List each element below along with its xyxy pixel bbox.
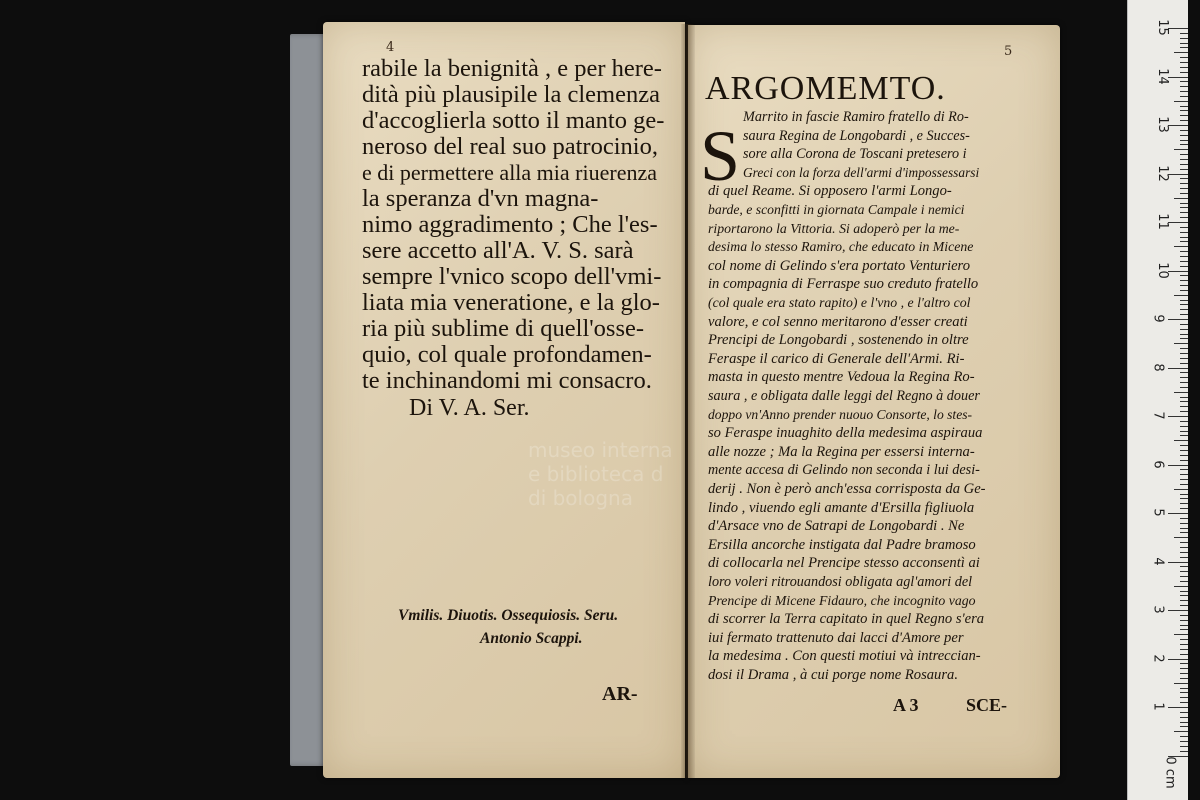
ruler-tick [1180,212,1188,213]
ruler-tick [1180,338,1188,339]
ruler-tick [1180,334,1188,335]
ruler-tick [1180,57,1188,58]
ruler-tick [1180,503,1188,504]
ruler-number: 15 [1154,19,1170,36]
ruler-tick [1168,174,1188,175]
text-line: Ersilla ancorche instigata dal Padre bramoso [708,536,976,553]
ruler-tick [1180,159,1188,160]
ruler-tick [1174,440,1188,441]
ruler-tick [1180,300,1188,301]
ruler-tick [1168,416,1188,417]
ruler-tick [1180,397,1188,398]
watermark-line: di bologna [528,486,633,510]
ruler-tick [1180,736,1188,737]
ruler-tick [1180,532,1188,533]
text-line: doppo vn'Anno prender nuouo Consorte, lo stes- [708,406,973,422]
text-line: la medesima . Con questi motiui và intreccian- [708,648,981,665]
ruler-tick [1180,498,1188,499]
ruler-tick [1174,198,1188,199]
ruler-number: 9 [1150,314,1166,323]
watermark [528,438,673,510]
text-line: derij . Non è però anch'essa corrisposta da Ge- [708,481,986,497]
ruler-unit-label: 0 cm [1162,756,1178,789]
ruler-tick [1180,702,1188,703]
ruler-tick [1180,106,1188,107]
text-line: in compagnia di Ferraspe suo creduto fratello [708,276,979,293]
ruler-tick [1180,401,1188,402]
ruler-tick [1180,751,1188,752]
text-line: di collocarla nel Prencipe stesso acconsentì ai [708,555,980,572]
text-line: quio, col quale profondamen- [362,341,652,368]
ruler-number: 10 [1154,261,1170,279]
drop-cap: S [700,116,741,196]
right-page-number: 5 [1004,44,1013,59]
ruler-tick [1180,140,1188,141]
ruler-tick [1180,673,1188,674]
watermark-line: museo interna [528,438,673,462]
text-line: sere accetto all'A. V. S. sarà [362,237,634,264]
ruler-tick [1180,387,1188,388]
ruler-tick [1180,668,1188,669]
ruler-tick [1180,96,1188,97]
ruler-tick [1180,435,1188,436]
ruler-tick [1180,382,1188,383]
ruler-tick [1180,595,1188,596]
ruler-tick [1180,620,1188,621]
ruler-tick [1180,33,1188,34]
ruler-tick [1180,484,1188,485]
ruler-tick [1180,571,1188,572]
text-line: dosi il Drama , à cui porge nome Rosaura. [708,667,958,683]
text-line: so Feraspe inuaghito della medesima aspiraua [708,425,983,442]
text-line: dità più plausipile la clemenza [362,81,660,108]
text-line: lindo , viuendo egli amante d'Ersilla figliuola [708,499,975,516]
signature-line: Vmilis. Diuotis. Ossequiosis. Seru. [398,607,619,624]
ruler-tick [1168,707,1188,708]
ruler-tick [1174,343,1188,344]
ruler-tick [1180,692,1188,693]
text-line: te inchinandomi mi consacro. [362,367,652,394]
ruler-tick [1168,271,1188,272]
ruler-tick [1168,659,1188,660]
ruler-tick [1180,722,1188,723]
right-catchword: SCE- [966,694,1008,715]
ruler-tick [1174,489,1188,490]
ruler-tick [1180,625,1188,626]
text-line: sore alla Corona de Toscani pretesero i [743,146,967,163]
ruler-tick [1180,639,1188,640]
ruler-tick [1180,688,1188,689]
ruler-tick [1180,678,1188,679]
text-line: valore, e col senno meritarono d'esser creati [708,313,968,330]
text-line: riportarono la Vittoria. Si adoperò per la me- [708,220,960,236]
ruler-tick [1180,552,1188,553]
ruler-tick [1180,164,1188,165]
ruler-tick [1180,115,1188,116]
ruler-tick [1180,329,1188,330]
ruler-tick [1180,358,1188,359]
text-line: masta in questo mentre Vedoua la Regina Ro- [708,369,975,386]
ruler-tick [1180,304,1188,305]
ruler-tick [1180,91,1188,92]
ruler-tick [1174,246,1188,247]
ruler-number: 13 [1154,116,1170,133]
section-heading: ARGOMEMTO. [705,70,946,107]
ruler-tick [1168,125,1188,126]
ruler-tick [1168,465,1188,466]
ruler-tick [1180,169,1188,170]
measuring-ruler [1127,0,1188,800]
closing-salutation: Di V. A. Ser. [409,395,530,421]
ruler-tick [1180,455,1188,456]
ruler-tick [1180,445,1188,446]
ruler-tick [1168,77,1188,78]
ruler-tick [1180,144,1188,145]
ruler-tick [1180,38,1188,39]
text-line: mente accesa di Gelindo non seconda i lui desi- [708,462,980,479]
ruler-tick [1180,324,1188,325]
ruler-tick [1174,537,1188,538]
ruler-tick [1180,528,1188,529]
text-line: iui fermato trattenuto dai lacci d'Amore per [708,629,964,646]
ruler-tick [1180,47,1188,48]
text-line: la speranza d'vn magna- [362,185,599,212]
ruler-tick [1180,406,1188,407]
ruler-tick [1180,494,1188,495]
ruler-number: 5 [1150,508,1166,517]
text-line: saura , e obligata dalle leggi del Regno à douer [708,388,980,404]
ruler-tick [1180,474,1188,475]
ruler-number: 1 [1150,702,1166,711]
ruler-tick [1180,232,1188,233]
ruler-tick [1180,203,1188,204]
ruler-tick [1180,421,1188,422]
text-line: alle nozze ; Ma la Regina per essersi interna- [708,443,975,460]
ruler-tick [1180,450,1188,451]
ruler-tick [1180,81,1188,82]
ruler-tick [1180,110,1188,111]
text-line: loro voleri ritrouandosi obligata agl'amori del [708,574,973,590]
text-line: d'accoglierla sotto il manto ge- [362,107,665,134]
text-line: (col quale era stato rapito) e l'vno , e l'altro col [708,295,971,310]
ruler-tick [1180,542,1188,543]
ruler-tick [1174,634,1188,635]
ruler-tick [1180,266,1188,267]
ruler-tick [1168,319,1188,320]
ruler-tick [1180,227,1188,228]
ruler-tick [1180,615,1188,616]
ruler-number: 3 [1150,605,1166,614]
ruler-tick [1180,547,1188,548]
text-line: rabile la benignità , e per here- [362,55,662,82]
text-line: Marrito in fascie Ramiro fratello di Ro- [743,109,969,125]
ruler-tick [1180,508,1188,509]
ruler-number: 14 [1154,67,1170,85]
ruler-tick [1180,256,1188,257]
ruler-tick [1174,295,1188,296]
text-line: e di permettere alla mia riuerenza [362,160,657,185]
ruler-tick [1180,62,1188,63]
ruler-tick [1180,600,1188,601]
ruler-tick [1180,309,1188,310]
watermark-line: e biblioteca d [528,462,664,486]
ruler-tick [1180,566,1188,567]
ruler-tick [1180,241,1188,242]
ruler-tick [1180,237,1188,238]
ruler-tick [1180,353,1188,354]
text-line: Feraspe il carico di Generale dell'Armi. Ri- [708,350,965,367]
ruler-tick [1180,518,1188,519]
ruler-tick [1180,697,1188,698]
ruler-number: 12 [1154,164,1170,182]
text-line: ria più sublime di quell'osse- [362,315,645,342]
ruler-tick [1180,135,1188,136]
ruler-tick [1180,581,1188,582]
ruler-tick [1180,411,1188,412]
left-page-number: 4 [386,40,395,55]
ruler-tick [1180,251,1188,252]
ruler-tick [1180,629,1188,630]
ruler-tick [1180,285,1188,286]
ruler-tick [1180,261,1188,262]
ruler-tick [1180,290,1188,291]
text-line: nimo aggradimento ; Che l'es- [362,211,658,238]
ruler-tick [1180,426,1188,427]
ruler-tick [1168,610,1188,611]
ruler-tick [1174,586,1188,587]
ruler-tick [1180,188,1188,189]
ruler-tick [1180,154,1188,155]
ruler-tick [1180,644,1188,645]
ruler-number: 8 [1150,362,1166,372]
ruler-tick [1168,513,1188,514]
ruler-tick [1174,101,1188,102]
ruler-tick [1180,649,1188,650]
ruler-tick [1180,43,1188,44]
ruler-number: 11 [1154,213,1170,230]
text-line: neroso del real suo patrocinio, [362,133,658,160]
ruler-tick [1180,479,1188,480]
signature-mark: A 3 [893,694,919,715]
ruler-tick [1180,712,1188,713]
text-line: liata mia veneratione, e la glo- [362,289,660,316]
ruler-tick [1180,460,1188,461]
ruler-tick [1174,683,1188,684]
ruler-tick [1180,217,1188,218]
ruler-tick [1174,392,1188,393]
ruler-number: 6 [1150,459,1166,469]
ruler-tick [1180,523,1188,524]
ruler-number: 2 [1150,653,1166,663]
ruler-tick [1180,193,1188,194]
ruler-tick [1174,149,1188,150]
text-line: col nome di Gelindo s'era portato Venturiero [708,257,970,274]
text-line: saura Regina de Longobardi , e Succes- [743,127,970,144]
ruler-tick [1168,222,1188,223]
text-line: desima lo stesso Ramiro, che educato in Micene [708,239,974,255]
ruler-tick [1180,280,1188,281]
text-line: sempre l'vnico scopo dell'vmi- [362,263,662,290]
ruler-tick [1180,72,1188,73]
ruler-tick [1168,368,1188,369]
ruler-tick [1180,314,1188,315]
text-line: Prencipe di Micene Fidauro, che incognito vago [708,592,976,608]
ruler-tick [1180,67,1188,68]
ruler-tick [1180,86,1188,87]
text-line: di scorrer la Terra capitato in quel Regno s'era [708,611,985,628]
ruler-number: 4 [1150,556,1166,566]
signature-name: Antonio Scappi. [480,630,583,647]
left-page-text [362,56,688,394]
ruler-tick [1180,591,1188,592]
ruler-tick [1180,178,1188,179]
ruler-tick [1180,275,1188,276]
ruler-tick [1174,731,1188,732]
ruler-tick [1180,183,1188,184]
ruler-tick [1174,52,1188,53]
ruler-tick [1180,372,1188,373]
ruler-tick [1180,120,1188,121]
ruler-tick [1180,741,1188,742]
text-line: Greci con la forza dell'armi d'impossessarsi [743,164,980,180]
ruler-tick [1180,469,1188,470]
text-line: di quel Reame. Si opposero l'armi Longo- [708,183,952,200]
ruler-tick [1180,654,1188,655]
ruler-tick [1180,663,1188,664]
ruler-tick [1180,576,1188,577]
ruler-tick [1180,207,1188,208]
ruler-tick [1168,28,1188,29]
ruler-tick [1168,562,1188,563]
ruler-tick [1180,557,1188,558]
ruler-number: 7 [1150,411,1166,420]
ruler-tick [1180,431,1188,432]
ruler-tick [1180,363,1188,364]
ruler-tick [1180,130,1188,131]
text-line: Prencipi de Longobardi , sostenendo in oltre [708,332,969,349]
text-line: barde, e sconfitti in giornata Campale i nemici [708,202,965,217]
ruler-tick [1180,726,1188,727]
ruler-tick [1180,717,1188,718]
ruler-tick [1180,348,1188,349]
ruler-tick [1180,746,1188,747]
ruler-tick [1180,377,1188,378]
left-catchword: AR- [602,683,638,705]
text-line: d'Arsace vno de Satrapi de Longobardi . Ne [708,518,965,535]
ruler-tick [1180,605,1188,606]
